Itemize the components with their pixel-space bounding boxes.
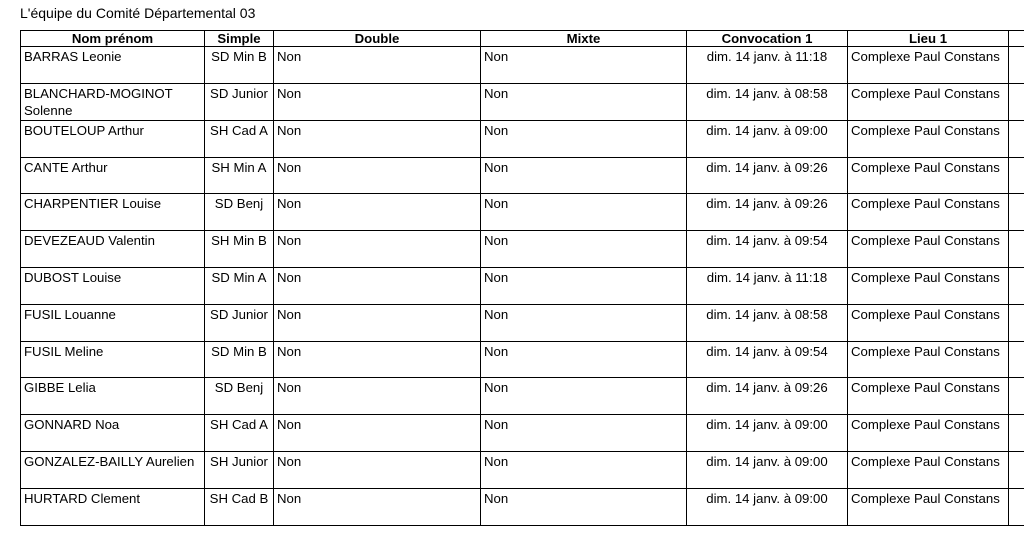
cell-nom-prenom: FUSIL Louanne [21, 304, 205, 341]
cell-simple: SH Junior [205, 451, 274, 488]
cell-convocation: dim. 14 janv. à 11:18 [687, 47, 848, 84]
cell-extra [1009, 415, 1024, 452]
table-row [21, 415, 1024, 452]
cell-nom-prenom: DUBOST Louise [21, 267, 205, 304]
cell-extra [1009, 231, 1024, 268]
header-extra [1009, 31, 1024, 47]
cell-simple: SD Benj [205, 194, 274, 231]
cell-lieu: Complexe Paul Constans [848, 451, 1009, 488]
cell-convocation: dim. 14 janv. à 11:18 [687, 267, 848, 304]
header-mixte: Mixte [481, 31, 687, 47]
cell-mixte: Non [481, 157, 687, 194]
cell-simple: SH Min B [205, 231, 274, 268]
cell-nom-prenom: CHARPENTIER Louise [21, 194, 205, 231]
cell-double: Non [274, 304, 481, 341]
cell-nom-prenom: DEVEZEAUD Valentin [21, 231, 205, 268]
cell-double: Non [274, 157, 481, 194]
cell-nom-prenom: BOUTELOUP Arthur [21, 120, 205, 157]
table-body [21, 47, 1024, 526]
cell-extra [1009, 341, 1024, 378]
cell-simple: SH Cad B [205, 488, 274, 525]
header-row [21, 31, 1024, 47]
cell-convocation: dim. 14 janv. à 09:00 [687, 451, 848, 488]
cell-nom-prenom: GONNARD Noa [21, 415, 205, 452]
cell-extra [1009, 451, 1024, 488]
cell-nom-prenom: FUSIL Meline [21, 341, 205, 378]
cell-extra [1009, 83, 1024, 120]
cell-nom-prenom: BLANCHARD-MOGINOT Solenne [21, 83, 205, 120]
cell-simple: SD Junior [205, 83, 274, 120]
cell-convocation: dim. 14 janv. à 09:00 [687, 488, 848, 525]
cell-double: Non [274, 341, 481, 378]
cell-lieu: Complexe Paul Constans [848, 415, 1009, 452]
cell-lieu: Complexe Paul Constans [848, 83, 1009, 120]
cell-simple: SD Min A [205, 267, 274, 304]
cell-mixte: Non [481, 415, 687, 452]
cell-extra [1009, 47, 1024, 84]
cell-convocation: dim. 14 janv. à 09:26 [687, 378, 848, 415]
table-row [21, 304, 1024, 341]
table-row [21, 120, 1024, 157]
cell-mixte: Non [481, 267, 687, 304]
table-row [21, 157, 1024, 194]
cell-lieu: Complexe Paul Constans [848, 157, 1009, 194]
cell-lieu: Complexe Paul Constans [848, 120, 1009, 157]
cell-mixte: Non [481, 488, 687, 525]
header-convocation-1: Convocation 1 [687, 31, 848, 47]
cell-double: Non [274, 194, 481, 231]
cell-double: Non [274, 231, 481, 268]
table-row [21, 83, 1024, 120]
cell-extra [1009, 267, 1024, 304]
table-row [21, 47, 1024, 84]
cell-lieu: Complexe Paul Constans [848, 378, 1009, 415]
cell-lieu: Complexe Paul Constans [848, 304, 1009, 341]
table-row [21, 488, 1024, 525]
cell-lieu: Complexe Paul Constans [848, 47, 1009, 84]
cell-mixte: Non [481, 83, 687, 120]
cell-nom-prenom: BARRAS Leonie [21, 47, 205, 84]
table-row [21, 451, 1024, 488]
cell-mixte: Non [481, 341, 687, 378]
header-simple: Simple [205, 31, 274, 47]
cell-nom-prenom: GIBBE Lelia [21, 378, 205, 415]
cell-double: Non [274, 415, 481, 452]
cell-double: Non [274, 47, 481, 84]
cell-extra [1009, 488, 1024, 525]
cell-convocation: dim. 14 janv. à 09:00 [687, 415, 848, 452]
table-header [21, 31, 1024, 47]
header-double: Double [274, 31, 481, 47]
cell-extra [1009, 304, 1024, 341]
cell-double: Non [274, 267, 481, 304]
cell-double: Non [274, 488, 481, 525]
convocation-table [20, 30, 1024, 526]
cell-simple: SD Min B [205, 47, 274, 84]
cell-double: Non [274, 451, 481, 488]
cell-convocation: dim. 14 janv. à 08:58 [687, 83, 848, 120]
cell-simple: SH Cad A [205, 120, 274, 157]
cell-simple: SD Junior [205, 304, 274, 341]
cell-nom-prenom: HURTARD Clement [21, 488, 205, 525]
cell-convocation: dim. 14 janv. à 09:54 [687, 341, 848, 378]
cell-nom-prenom: GONZALEZ-BAILLY Aurelien [21, 451, 205, 488]
cell-lieu: Complexe Paul Constans [848, 267, 1009, 304]
cell-convocation: dim. 14 janv. à 09:00 [687, 120, 848, 157]
table-row [21, 231, 1024, 268]
table-row [21, 194, 1024, 231]
cell-extra [1009, 194, 1024, 231]
cell-convocation: dim. 14 janv. à 09:54 [687, 231, 848, 268]
cell-convocation: dim. 14 janv. à 09:26 [687, 157, 848, 194]
cell-extra [1009, 378, 1024, 415]
cell-simple: SD Benj [205, 378, 274, 415]
cell-nom-prenom: CANTE Arthur [21, 157, 205, 194]
cell-mixte: Non [481, 451, 687, 488]
table-row [21, 267, 1024, 304]
header-nom-prenom: Nom prénom [21, 31, 205, 47]
table-row [21, 378, 1024, 415]
cell-mixte: Non [481, 47, 687, 84]
cell-simple: SD Min B [205, 341, 274, 378]
cell-convocation: dim. 14 janv. à 09:26 [687, 194, 848, 231]
header-lieu-1: Lieu 1 [848, 31, 1009, 47]
cell-lieu: Complexe Paul Constans [848, 341, 1009, 378]
page-title: L'équipe du Comité Départemental 03 [20, 5, 256, 21]
cell-lieu: Complexe Paul Constans [848, 231, 1009, 268]
cell-double: Non [274, 378, 481, 415]
cell-double: Non [274, 120, 481, 157]
cell-mixte: Non [481, 231, 687, 268]
cell-double: Non [274, 83, 481, 120]
cell-simple: SH Cad A [205, 415, 274, 452]
cell-convocation: dim. 14 janv. à 08:58 [687, 304, 848, 341]
cell-lieu: Complexe Paul Constans [848, 488, 1009, 525]
cell-extra [1009, 157, 1024, 194]
cell-extra [1009, 120, 1024, 157]
table-row [21, 341, 1024, 378]
cell-lieu: Complexe Paul Constans [848, 194, 1009, 231]
cell-mixte: Non [481, 378, 687, 415]
cell-mixte: Non [481, 194, 687, 231]
cell-mixte: Non [481, 120, 687, 157]
cell-mixte: Non [481, 304, 687, 341]
cell-simple: SH Min A [205, 157, 274, 194]
